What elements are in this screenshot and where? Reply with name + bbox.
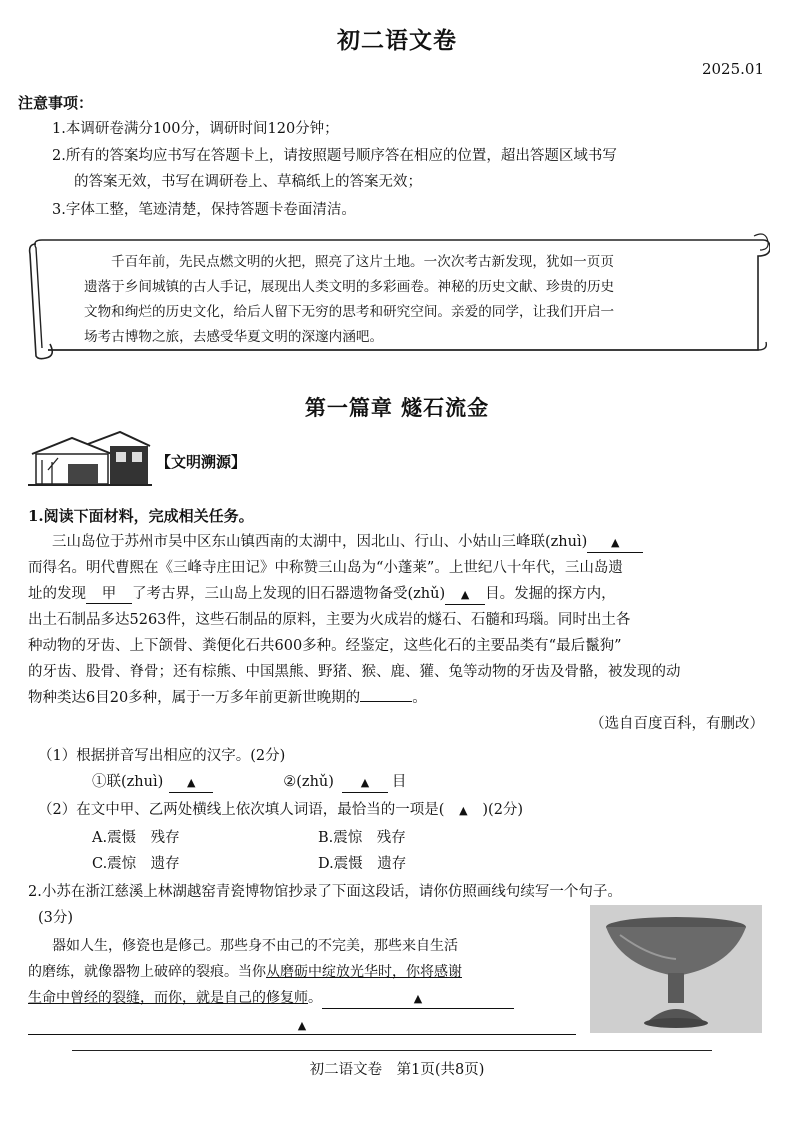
q2-passage-text: 的磨练，就像器物上破碎的裂痕。当你 [28,964,266,980]
notice-line-3: 的答案无效，书写在调研卷上、草稿纸上的答案无效； [74,174,422,190]
q1-passage-line-1 [52,530,643,554]
q2-passage-line-3 [28,986,514,1010]
q1-sub1-b-tail: 目 [391,774,407,790]
q1-sub2-text: （2）在文中甲、乙两处横线上依次填人词语，最恰当的一项是( [38,802,445,818]
q1-passage-line-4: 出土石制品多达5263件，这些石制品的原料，主要为火成岩的燧石、石髓和玛瑙。同时出土各 [28,612,631,628]
q1-passage-line-7 [28,686,427,710]
q2-score: (3分) [38,910,74,926]
choice-marker[interactable]: ▲ [459,804,468,817]
blank-marker: ▲ [460,588,470,601]
q1-passage-text: 三山岛位于苏州市吴中区东山镇西南的太湖中，因北山、行山、小姑山三峰联(zhuì) [52,534,588,550]
intro-line-2: 遗落于乡间城镇的古人手记，展现出人类文明的多彩画卷。神秘的历史文献、珍贵的历史 [84,279,615,295]
option-c[interactable]: C.震惊 遗存 [92,856,180,872]
intro-line-1: 千百年前，先民点燃文明的火把，照亮了这片土地。一次次考古新发现，犹如一页页 [111,254,614,270]
blank-marker: ▲ [187,776,196,789]
notice-heading: 注意事项： [18,94,94,112]
answer-blank[interactable] [169,773,213,793]
q1-passage-line-3 [28,582,616,606]
option-a[interactable]: A.震慑 残存 [92,830,180,846]
footer-rule [72,1050,712,1051]
section-label: 【文明溯源】 [156,453,247,471]
option-d[interactable]: D.震慑 遗存 [318,856,407,872]
intro-line-3: 文物和绚烂的历史文化，给后人留下无穷的思考和研究空间。亲爱的同学，让我们开启一 [84,304,615,320]
exam-date: 2025.01 [701,60,764,78]
notice-line-1: 1.本调研卷满分100分，调研时间120分钟； [52,121,339,137]
q1-passage-line-6: 的牙齿、股骨、脊骨；还有棕熊、中国黑熊、野猪、猴、鹿、獾、兔等动物的牙齿及骨骼，被发现的动 [28,664,681,680]
q1-sub1: （1）根据拼音写出相应的汉字。(2分) [38,748,286,764]
option-b[interactable]: B.震惊 残存 [318,830,406,846]
q1-passage-text: 了考古界，三山岛上发现的旧石器遗物备受(zhǔ) [132,586,446,602]
notice-line-4: 3.字体工整，笔迹清楚，保持答题卡卷面清洁。 [52,202,356,218]
q1-passage-line-5: 种动物的牙齿、上下颌骨、粪便化石共600多种。经鉴定，这些化石的主要品类有“最后鬣狗” [28,638,622,654]
q1-sub1-b: ②(zhǔ) [283,774,334,790]
page-footer: 初二语文卷 第1页(共8页) [309,1062,485,1078]
q1-sub1-a: ①联(zhuì) [92,774,164,790]
blank-yi[interactable] [360,701,412,702]
q2-underlined-text: 从磨砺中绽放光华时，你将感谢 [266,964,462,980]
q2-stem: 2.小苏在浙江慈溪上林湖越窑青瓷博物馆抄录了下面这段话，请你仿照画线句续写一个句子。 [28,884,622,900]
blank-marker: ▲ [297,1019,307,1032]
q2-passage-text: 。 [308,990,322,1006]
q1-passage-text: 目。发掘的探方内， [485,586,616,602]
q2-passage-line-1: 器如人生，修瓷也是修己。那些身不由己的不完美，那些来自生活 [52,938,458,954]
blank-marker: ▲ [413,992,423,1005]
blank-jia[interactable]: 甲 [86,585,132,604]
page-title: 初二语文卷 [337,28,457,54]
q1-source: （选自百度百科，有删改） [590,716,764,732]
notice-line-2: 2.所有的答案均应书写在答题卡上，请按照题号顺序答在相应的位置，超出答题区域书写 [52,148,617,164]
q1-stem: 1.阅读下面材料，完成相关任务。 [28,507,254,525]
q2-underlined-text: 生命中曾经的裂缝，而你，就是自己的修复师 [28,990,308,1006]
q2-passage-line-2 [28,960,462,984]
q1-sub2 [38,798,523,823]
blank-marker: ▲ [360,776,370,789]
intro-line-4: 场考古博物之旅，去感受华夏文明的深邃内涵吧。 [84,329,384,345]
q1-passage-text: 物种类达6目20多种，属于一万多年前更新世晚期的 [28,690,361,706]
building-sketch-icon [28,430,152,488]
q1-sub1-items [92,770,406,794]
chapter-title: 第一篇章 燧石流金 [304,396,490,420]
q1-sub2-tail: )(2分) [482,802,524,818]
answer-blank[interactable] [342,773,388,793]
q1-passage-line-2: 而得名。明代曹熙在《三峰寺庄田记》中称赞三山岛为“小蓬莱”。上世纪八十年代，三山岛遗 [28,560,623,576]
answer-line[interactable] [28,1014,576,1035]
answer-blank[interactable] [445,585,485,605]
q1-passage-text: 。 [412,690,427,706]
q1-passage-text: 址的发现 [28,586,86,602]
answer-blank[interactable] [587,533,643,553]
blank-marker: ▲ [611,536,620,549]
intro-paragraph [84,250,726,350]
celadon-vessel-photo [590,905,762,1033]
answer-blank[interactable] [322,989,514,1009]
